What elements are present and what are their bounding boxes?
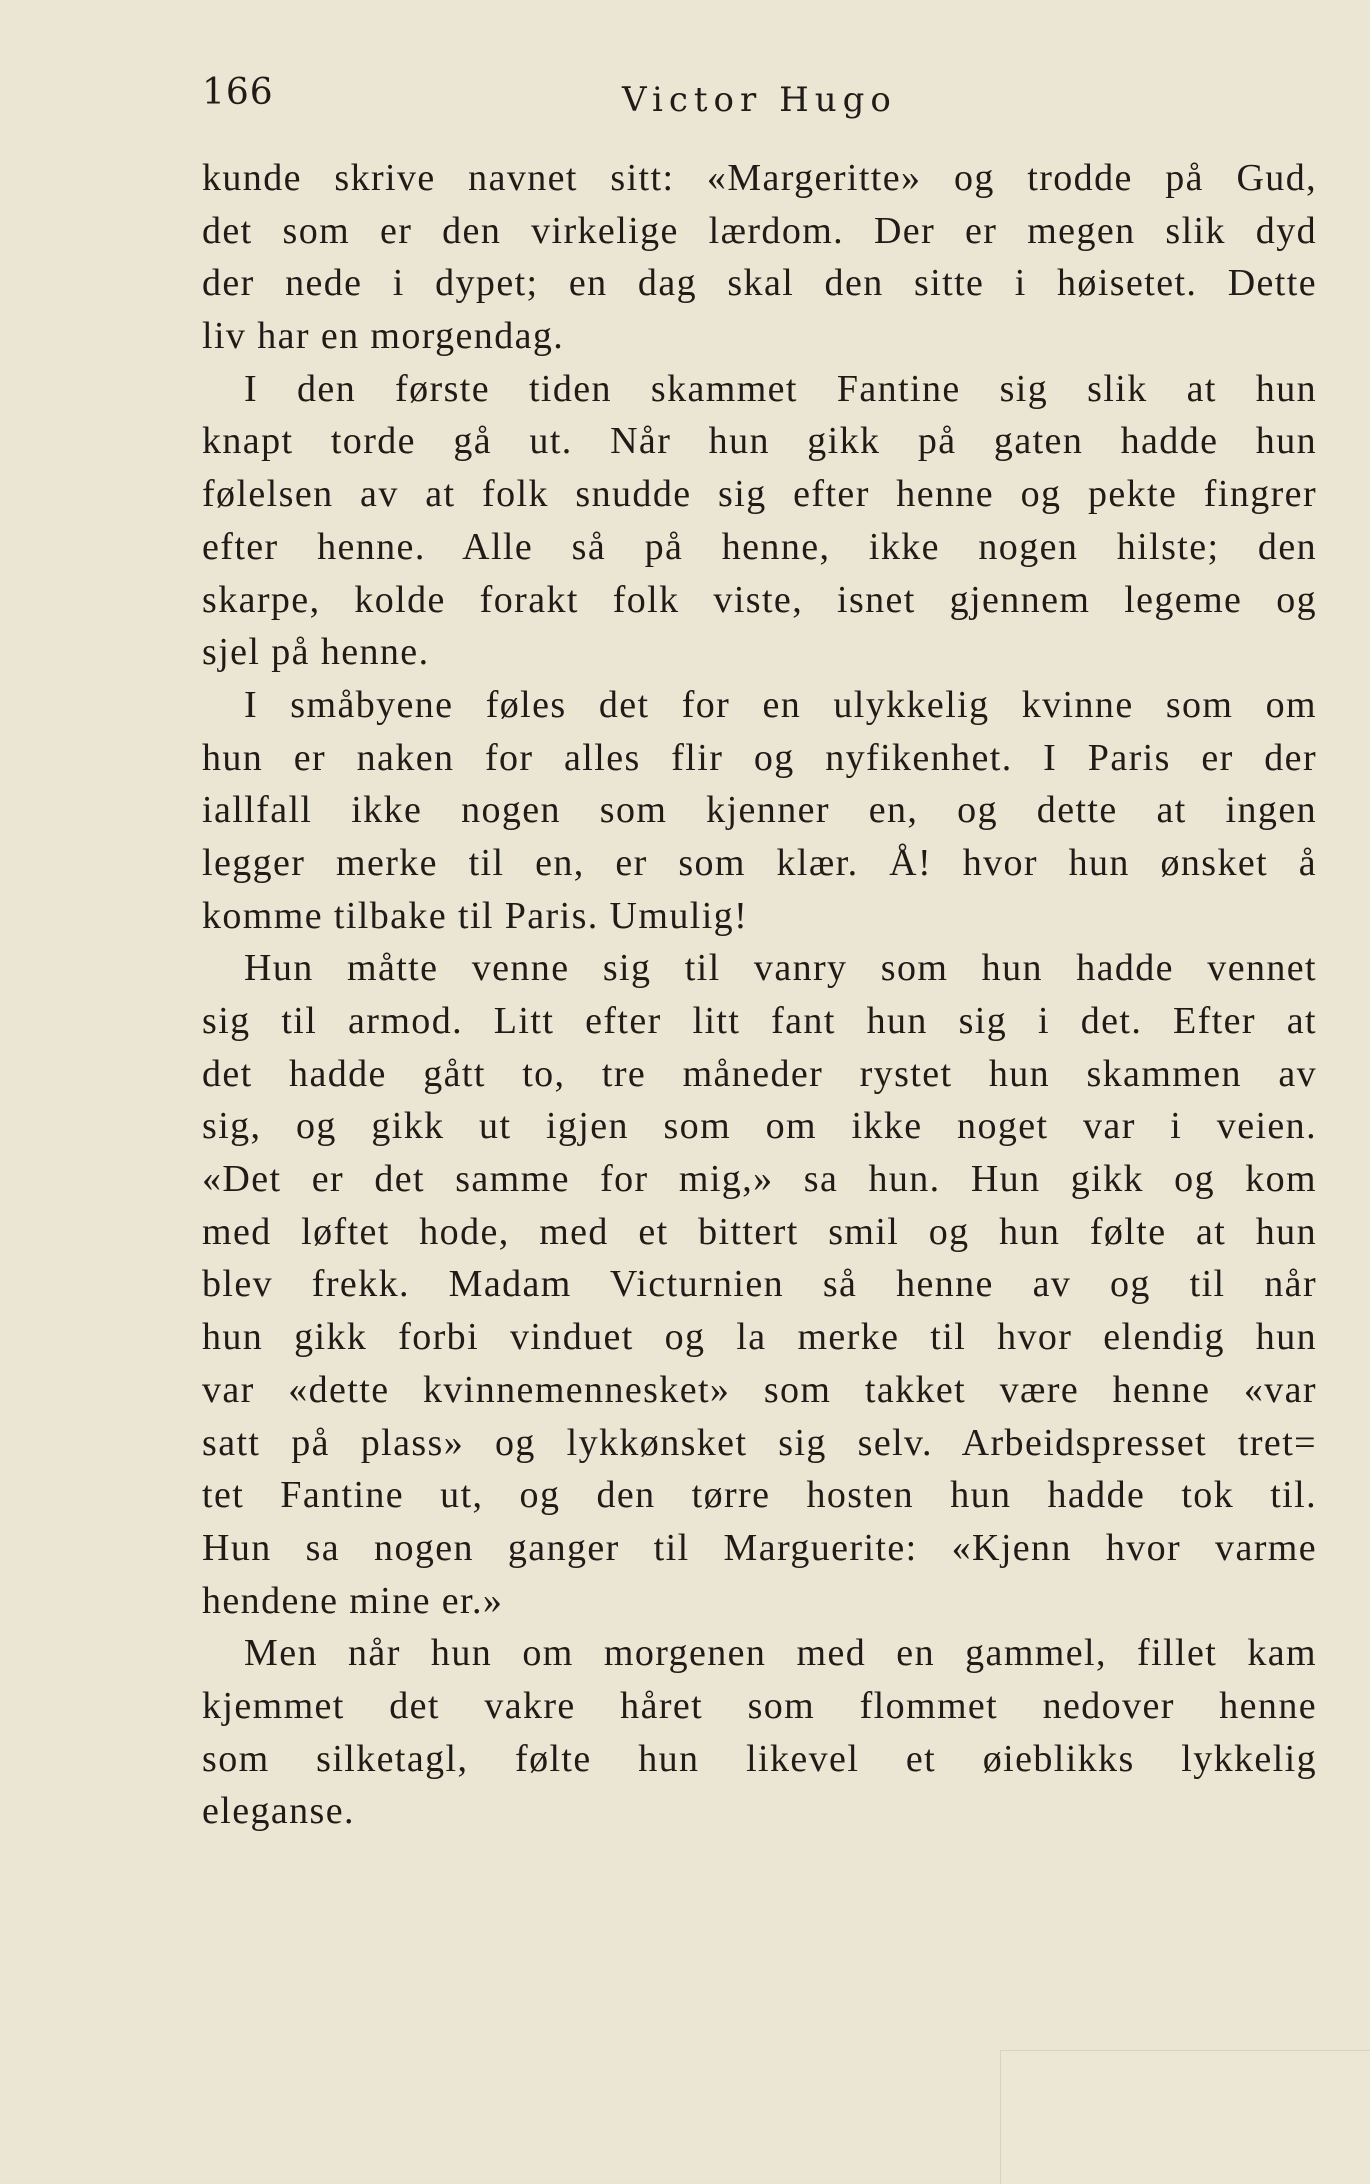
text-line: sig til armod. Litt efter litt fant hun sig i det. Efter at [202, 1000, 1317, 1042]
text-line: hendene mine er.» [202, 1579, 504, 1622]
text-line: komme tilbake til Paris. Umulig! [202, 894, 749, 937]
running-title: Victor Hugo [622, 80, 897, 120]
text-line: det som er den virkelige lærdom. Der er megen slik dyd [202, 209, 1317, 252]
text-line: sjel på henne. [202, 631, 430, 674]
text-line: det hadde gått to, tre måneder rystet hun skammen av [202, 1052, 1317, 1095]
text-line: skarpe, kolde forakt folk viste, isnet gjennem legeme og [202, 578, 1317, 621]
text-line: knapt torde gå ut. Når hun gikk på gaten hadde hun [202, 420, 1317, 463]
text-line: efter henne. Alle så på henne, ikke nogen hilste; den [202, 525, 1317, 568]
page-corner-mark [1000, 2050, 1370, 2184]
page-header [202, 72, 1322, 132]
text-line: Hun sa nogen ganger til Marguerite: «Kjenn hvor varme [202, 1526, 1317, 1569]
text-line: kunde skrive navnet sitt: «Margeritte» og trodde på Gud, [202, 157, 1317, 199]
text-line: blev frekk. Madam Victurnien så henne av og til når [202, 1263, 1317, 1306]
text-line: I den første tiden skammet Fantine sig slik at hun [244, 367, 1317, 410]
text-line: kjemmet det vakre håret som flommet nedover henne [202, 1684, 1317, 1727]
text-line: hun gikk forbi vinduet og la merke til hvor elendig hun [202, 1316, 1317, 1359]
text-line: sig, og gikk ut igjen som om ikke noget var i veien. [202, 1105, 1317, 1148]
text-line: legger merke til en, er som klær. Å! hvor hun ønsket å [202, 841, 1317, 884]
text-line: liv har en morgendag. [202, 315, 565, 358]
text-line: satt på plass» og lykkønsket sig selv. Arbeidspresset tret= [202, 1421, 1317, 1464]
text-line: som silketagl, følte hun likevel et øieblikks lykkelig [202, 1737, 1317, 1780]
text-line: tet Fantine ut, og den tørre hosten hun hadde tok til. [202, 1474, 1317, 1517]
text-line: Men når hun om morgenen med en gammel, fillet kam [244, 1632, 1317, 1675]
text-line: iallfall ikke nogen som kjenner en, og dette at ingen [202, 789, 1317, 832]
text-line: der nede i dypet; en dag skal den sitte i høisetet. Dette [202, 262, 1317, 305]
text-line: «Det er det samme for mig,» sa hun. Hun gikk og kom [202, 1158, 1317, 1201]
text-line: med løftet hode, med et bittert smil og hun følte at hun [202, 1210, 1317, 1253]
text-line: I småbyene føles det for en ulykkelig kvinne som om [244, 683, 1317, 726]
text-line: følelsen av at folk snudde sig efter henne og pekte fingrer [202, 473, 1317, 516]
text-line: eleganse. [202, 1790, 355, 1833]
text-line: Hun måtte venne sig til vanry som hun hadde vennet [244, 947, 1317, 990]
page-number: 166 [202, 72, 274, 113]
text-line: var «dette kvinnemennesket» som takket være henne «var [202, 1368, 1317, 1411]
body-text [202, 152, 1317, 1838]
text-line: hun er naken for alles flir og nyfikenhet. I Paris er der [202, 736, 1317, 779]
